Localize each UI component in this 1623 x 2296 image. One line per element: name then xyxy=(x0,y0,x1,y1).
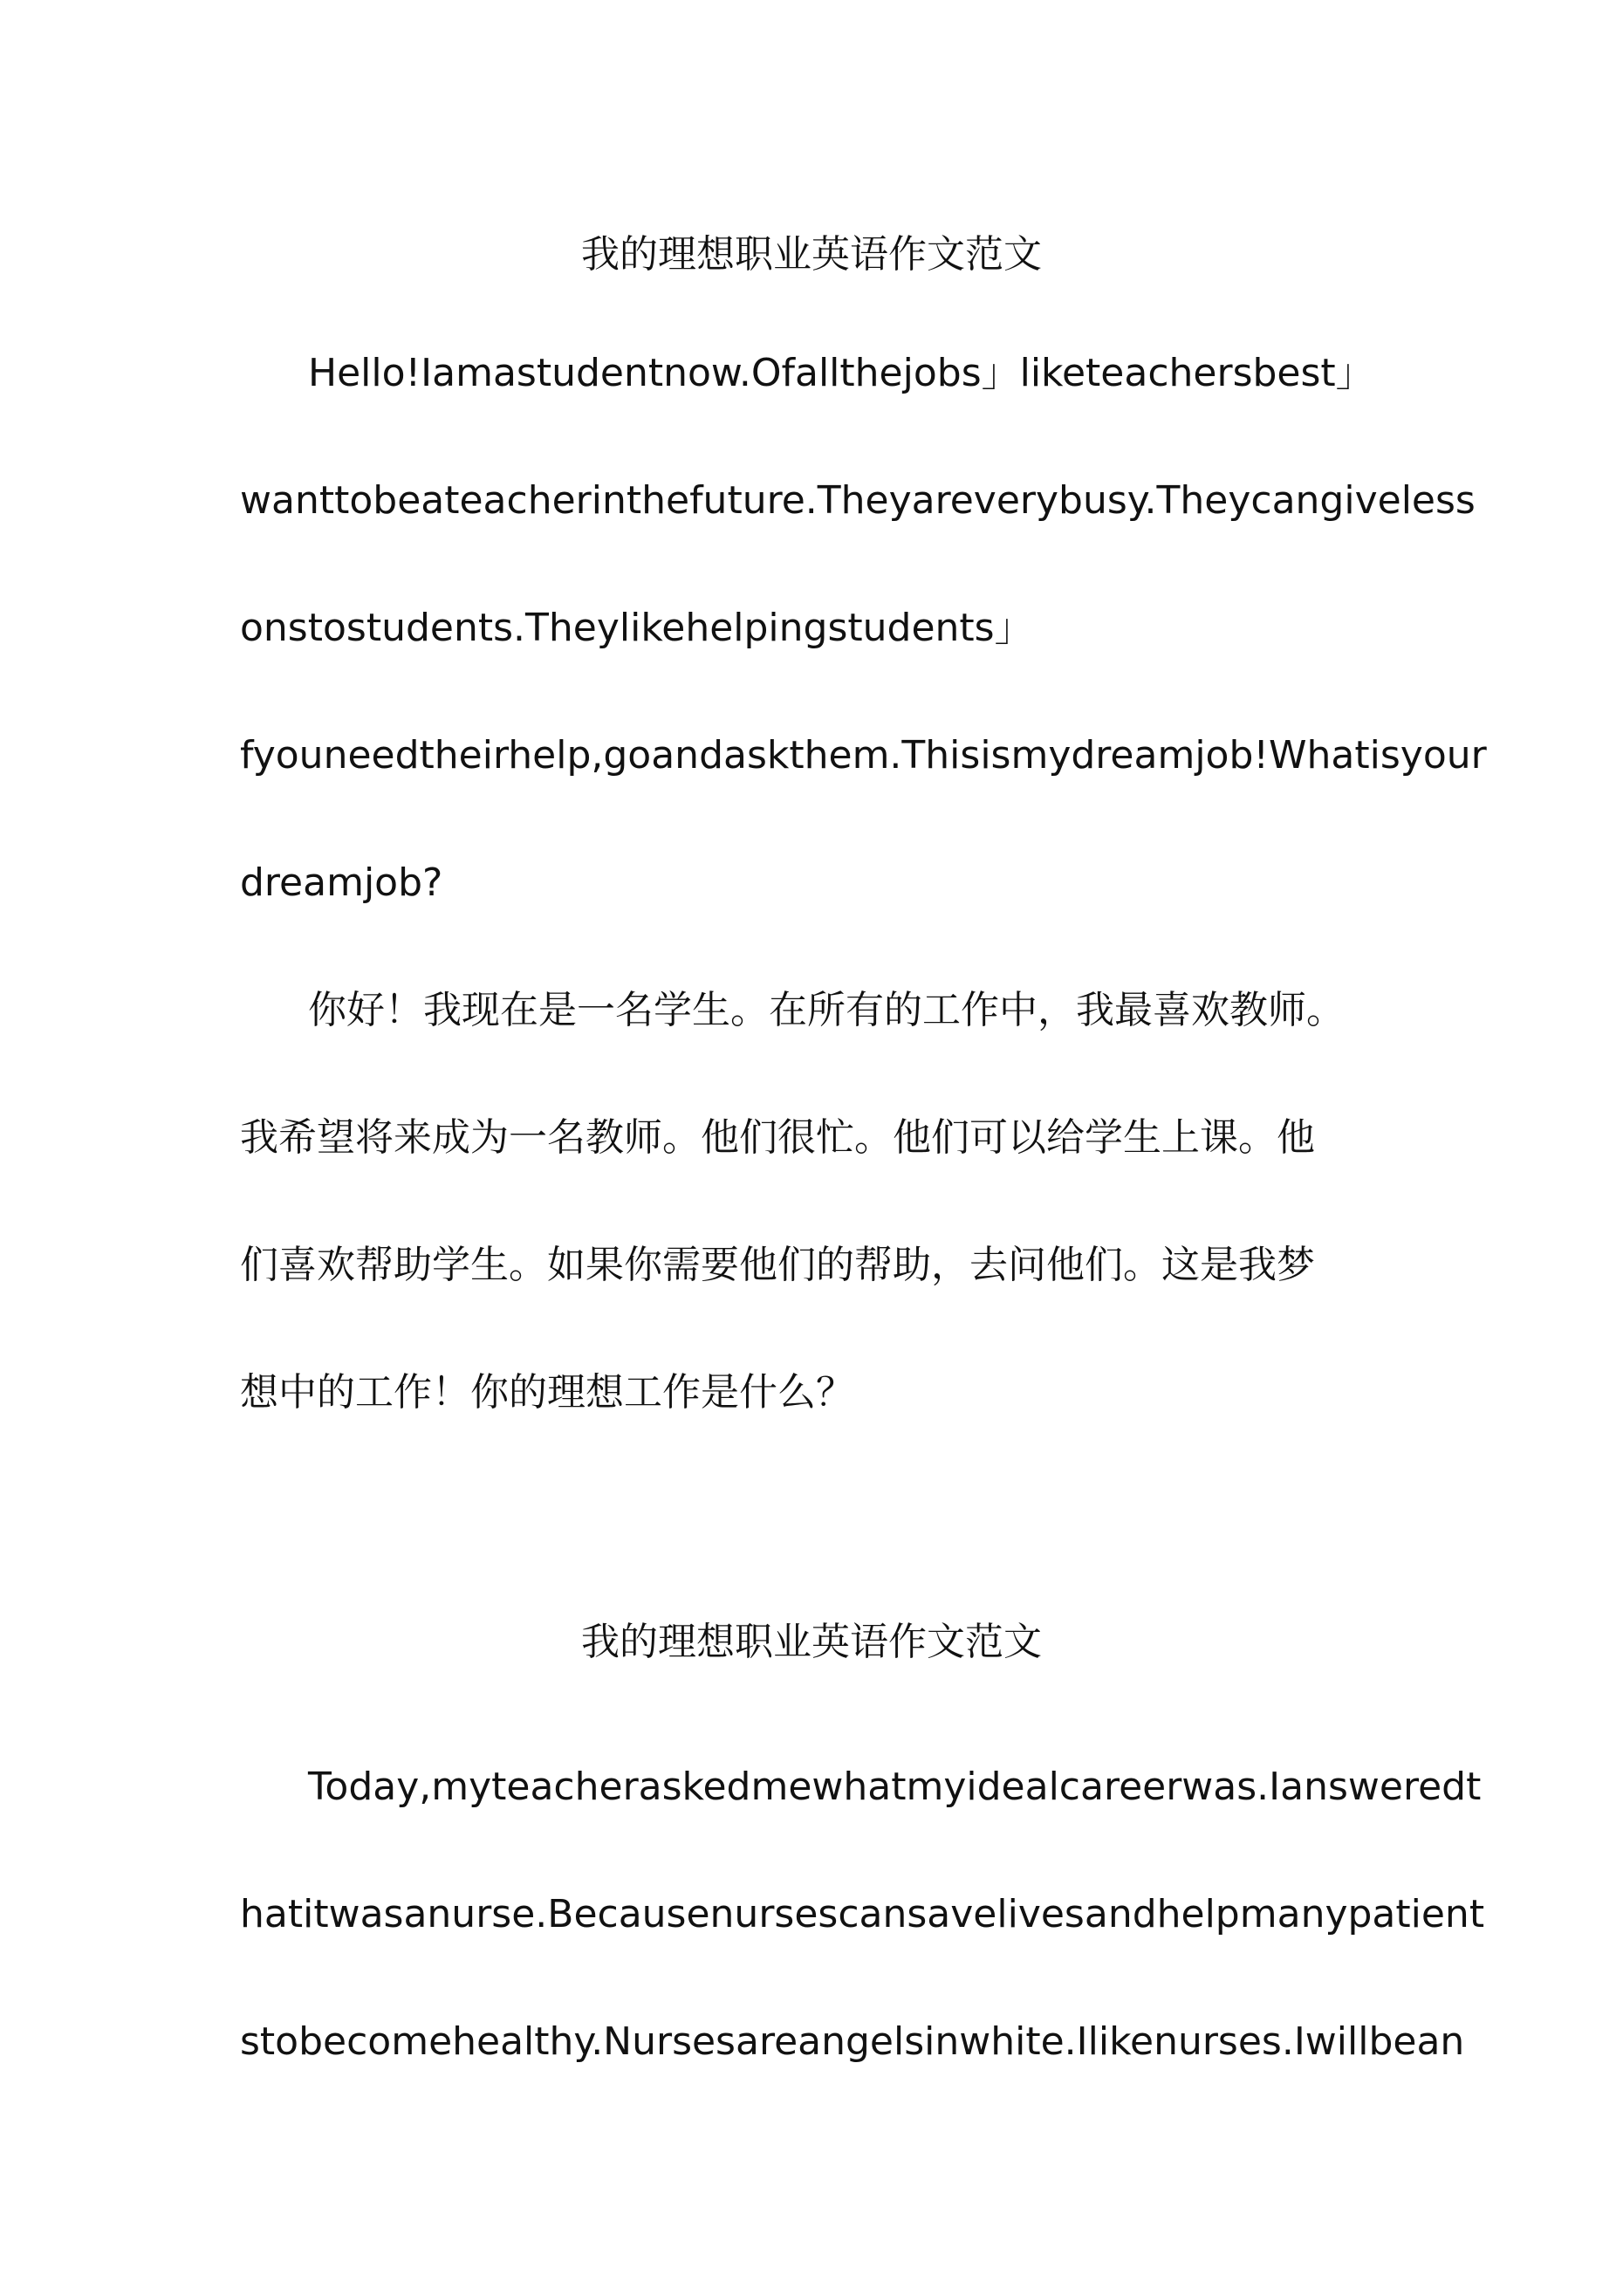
essay-1-title: 我的理想职业英语作文范文 xyxy=(581,232,1042,277)
essay-1-english-line-1: Hello!Iamastudentnow.Ofallthejobs」liketeachersbest」 xyxy=(308,351,1374,395)
essay-2-english-line-3: stobecomehealthy.Nursesareangelsinwhite.Ilikenurses.Iwillbean xyxy=(240,2019,1465,2064)
essay-2-english-line-1: Today,myteacheraskedmewhatmyidealcareerwas.Iansweredt xyxy=(308,1765,1482,1809)
essay-2-title: 我的理想职业英语作文范文 xyxy=(581,1620,1042,1664)
essay-1-chinese-line-2: 我希望将来成为一名教师。他们很忙。他们可以给学生上课。他 xyxy=(240,1115,1315,1160)
essay-1-english-line-3: onstostudents.Theylikehelpingstudents」 xyxy=(240,606,1033,650)
essay-1-chinese-line-1: 你好！我现在是一名学生。在所有的工作中，我最喜欢教师。 xyxy=(308,988,1345,1032)
essay-1-english-line-2: wanttobeateacherinthefuture.Theyareverybusy.Theycangiveless xyxy=(240,478,1476,523)
essay-1-english-line-5: dreamjob? xyxy=(240,860,443,905)
essay-1-english-line-4: fyouneedtheirhelp,goandaskthem.Thisismydreamjob!Whatisyour xyxy=(240,733,1487,778)
essay-2-english-line-2: hatitwasanurse.Becausenursescansavelivesandhelpmanypatient xyxy=(240,1892,1485,1936)
essay-1-chinese-line-3: 们喜欢帮助学生。如果你需要他们的帮助，去问他们。这是我梦 xyxy=(240,1243,1315,1287)
essay-1-chinese-line-4: 想中的工作！你的理想工作是什么？ xyxy=(240,1370,854,1415)
